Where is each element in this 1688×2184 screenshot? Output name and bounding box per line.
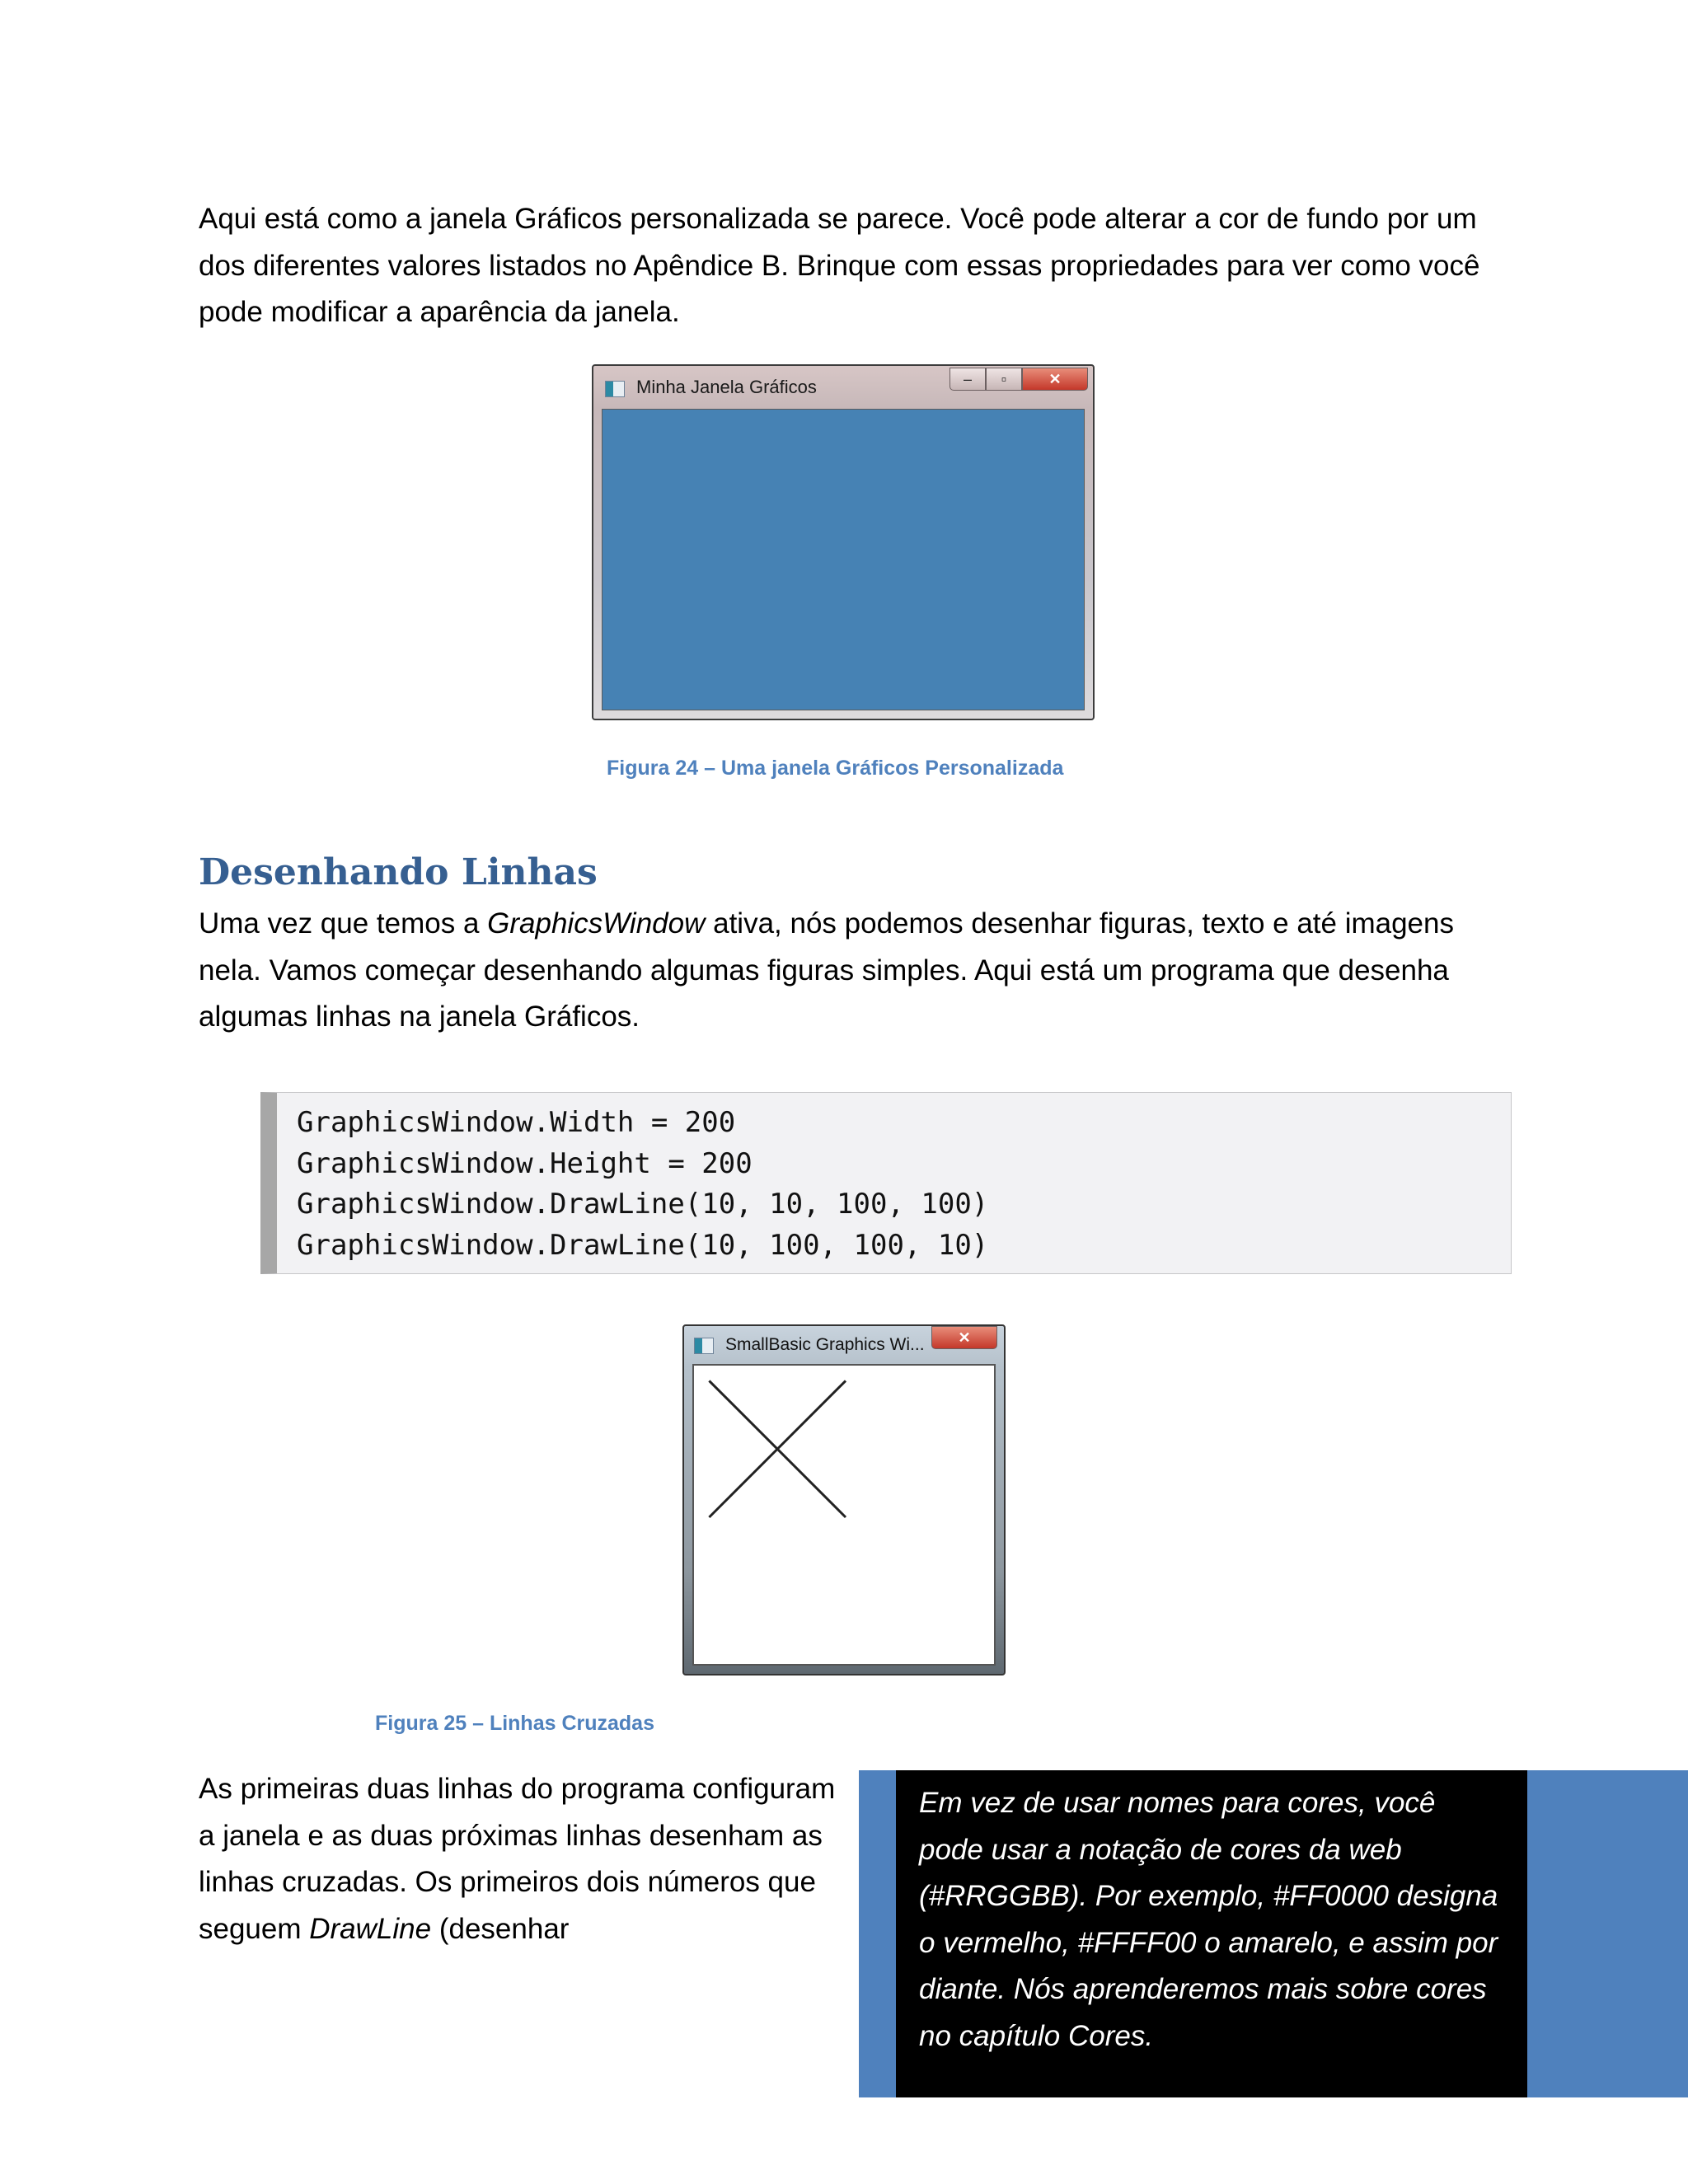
drawing-intro-paragraph — [199, 901, 1517, 1041]
window-client-area — [602, 409, 1085, 710]
custom-graphics-window — [592, 364, 1095, 720]
drawline-term: DrawLine — [309, 1912, 432, 1945]
explanation-paragraph — [199, 1766, 850, 1952]
code-line: GraphicsWindow.DrawLine(10, 100, 100, 10) — [297, 1228, 989, 1262]
sidebar-note — [896, 1770, 1527, 2097]
section-heading: Desenhando Linhas — [199, 851, 598, 893]
crossed-lines-drawing — [694, 1366, 997, 1666]
text-run: Uma vez que temos a — [199, 907, 488, 940]
minimize-icon[interactable]: ‒ — [950, 368, 986, 391]
code-line: GraphicsWindow.Width = 200 — [297, 1106, 736, 1139]
window-title: Minha Janela Gráficos — [636, 377, 817, 397]
crossed-lines-window — [682, 1324, 1006, 1675]
intro-paragraph: Aqui está como a janela Gráficos personalizada se parece. Você pode alterar a cor de fundo por um dos diferentes valores listados no Apêndice B. Brinque com essas propriedades para ver como você pode modificar a aparência da janela. — [199, 203, 1480, 328]
window-title: SmallBasic Graphics Wi... — [725, 1335, 925, 1354]
close-icon[interactable]: ✕ — [931, 1326, 997, 1349]
app-icon — [605, 381, 625, 397]
app-icon — [694, 1338, 714, 1354]
sidebar-note-text: Em vez de usar nomes para cores, você pode usar a notação de cores da web (#RRGGBB). Por exemplo, #FF0000 designa o vermelho, #FFFF00 o amarelo, e assim por diante. Nós aprenderemos mais sobre cores no capítulo Cores. — [919, 1787, 1498, 2052]
figure-24-caption: Figura 24 – Uma janela Gráficos Personalizada — [607, 757, 1064, 780]
graphics-canvas — [692, 1364, 996, 1666]
figure-25-caption: Figura 25 – Linhas Cruzadas — [375, 1712, 654, 1735]
window-controls — [931, 1326, 997, 1351]
window-titlebar[interactable] — [684, 1326, 1004, 1362]
window-titlebar[interactable] — [593, 366, 1093, 407]
text-run: As primeiras duas linhas do programa configuram a janela e as duas próximas linhas desenham as linhas cruzadas. Os primeiros dois números que seguem — [199, 1773, 836, 1945]
maximize-icon[interactable]: ▫ — [986, 368, 1022, 391]
text-run: (desenhar — [431, 1912, 570, 1945]
close-icon[interactable]: ✕ — [1022, 368, 1088, 391]
window-controls — [950, 368, 1088, 392]
code-line: GraphicsWindow.DrawLine(10, 10, 100, 100) — [297, 1188, 989, 1221]
code-block — [260, 1092, 1512, 1274]
code-line: GraphicsWindow.Height = 200 — [297, 1146, 753, 1180]
graphicswindow-term: GraphicsWindow — [487, 907, 706, 940]
text-run: ativa, nós podemos desenhar figuras, texto e até imagens nela. Vamos começar desenhando algumas figuras simples. Aqui está um programa que desenha algumas linhas na janela Gráficos. — [199, 907, 1454, 1033]
